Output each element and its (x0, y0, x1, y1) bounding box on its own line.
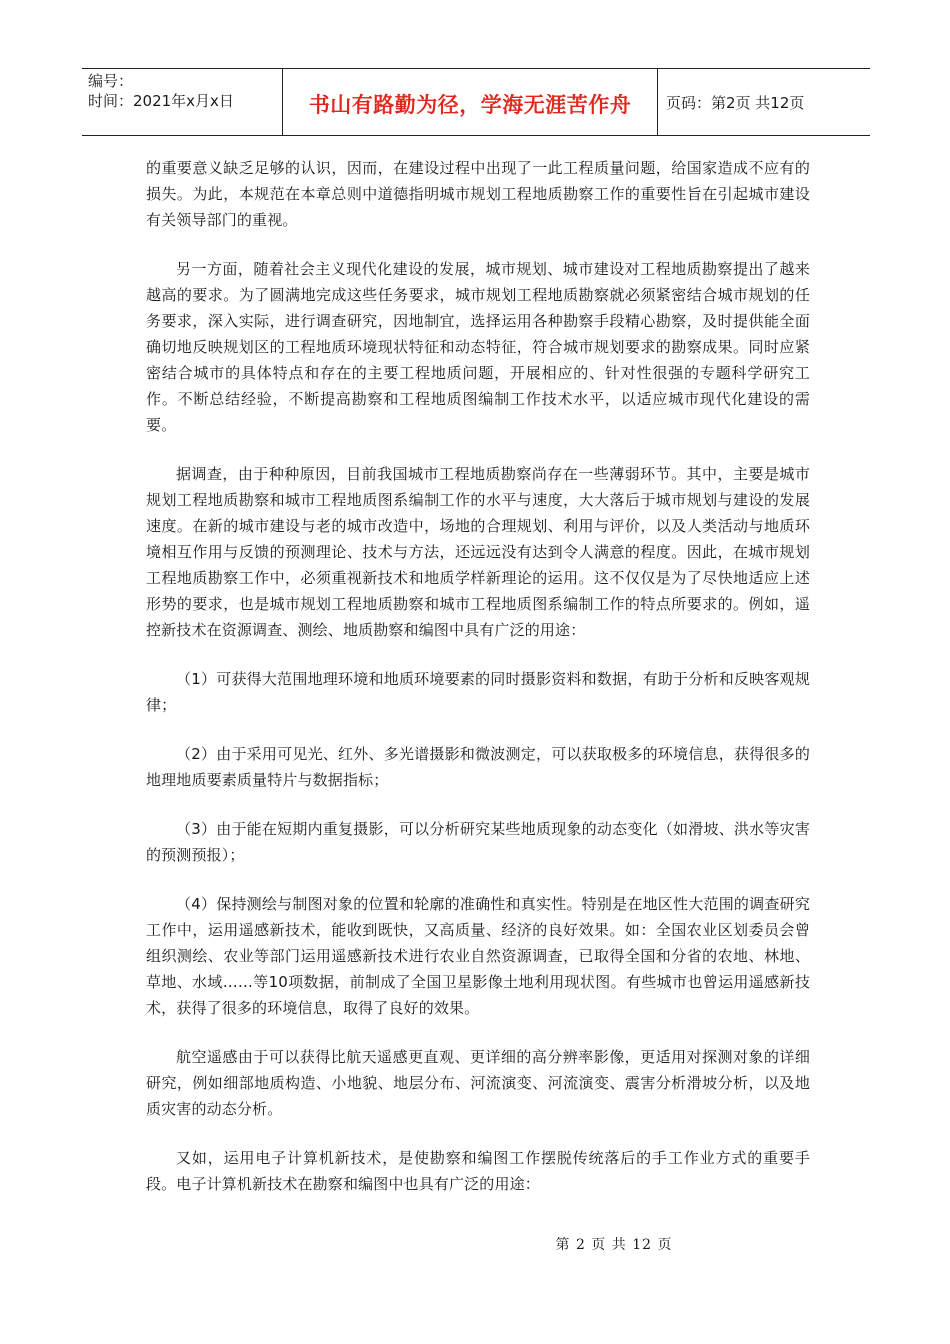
list-item-paragraph: （4）保持测绘与制图对象的位置和轮廓的准确性和真实性。特别是在地区性大范围的调查研究工作中，运用遥感新技术，能收到既快，又高质量、经济的良好效果。如：全国农业区划委员会曾组织测绘、农业等部门运用遥感新技术进行农业自然资源调查，已取得全国和分省的农地、林地、草地、水域……等10项数据，前制成了全国卫星影像土地利用现状图。有些城市也曾运用遥感新技术，获得了很多的环境信息，取得了良好的效果。 (146, 895, 810, 1017)
header-page-cell (658, 69, 870, 135)
page-number-label: 页码：第2页 共12页 (666, 93, 805, 112)
motto-text: 书山有路勤为径，学海无涯苦作舟 (308, 93, 632, 117)
footer-page-number: 第 2 页 共 12 页 (555, 1237, 673, 1253)
date-label: 时间：2021年x月x日 (88, 92, 234, 110)
paragraph: 另一方面，随着社会主义现代化建设的发展，城市规划、城市建设对工程地质勘察提出了越来越高的要求。为了圆满地完成这些任务要求，城市规划工程地质勘察就必须紧密结合城市规划的任务要求，深入实际，进行调查研究，因地制宜，选择运用各种勘察手段精心勘察，及时提供能全面确切地反映规划区的工程地质环境现状特征和动态特征，符合城市规划要求的勘察成果。同时应紧密结合城市的具体特点和存在的主要工程地质问题，开展相应的、针对性很强的专题科学研究工作。不断总结经验，不断提高勘察和工程地质图编制工作技术水平，以适应城市现代化建设的需要。 (146, 260, 810, 434)
serial-number-label: 编号： (88, 72, 134, 90)
list-item-paragraph: （3）由于能在短期内重复摄影，可以分析研究某些地质现象的动态变化（如滑坡、洪水等灾害的预测预报）； (146, 820, 810, 864)
document-body (146, 155, 810, 1220)
page-footer (0, 1234, 950, 1254)
paragraph: 据调查，由于种种原因，目前我国城市工程地质勘察尚存在一些薄弱环节。其中，主要是城市规划工程地质勘察和城市工程地质图系编制工作的水平与速度，大大落后于城市规划与建设的发展速度。在新的城市建设与老的城市改造中，场地的合理规划、利用与评价，以及人类活动与地质环境相互作用与反馈的预测理论、技术与方法，还远远没有达到令人满意的程度。因此，在城市规划工程地质勘察工作中，必须重视新技术和地质学样新理论的运用。这不仅仅是为了尽快地适应上述形势的要求，也是城市规划工程地质勘察和城市工程地质图系编制工作的特点所要求的。例如，遥控新技术在资源调查、测绘、地质勘察和编图中具有广泛的用途： (146, 465, 810, 639)
list-item-paragraph: （2）由于采用可见光、红外、多光谱摄影和微波测定，可以获取极多的环境信息，获得很多的地理地质要素质量特片与数据指标； (146, 745, 810, 789)
paragraph: 航空遥感由于可以获得比航天遥感更直观、更详细的高分辨率影像，更适用对探测对象的详细研究，例如细部地质构造、小地貌、地层分布、河流演变、河流演变、震害分析滑坡分析，以及地质灾害的动态分析。 (146, 1048, 810, 1118)
list-item-paragraph: （1）可获得大范围地理环境和地质环境要素的同时摄影资料和数据，有助于分析和反映客观规律； (146, 670, 810, 714)
paragraph: 又如，运用电子计算机新技术，是使勘察和编图工作摆脱传统落后的手工作业方式的重要手段。电子计算机新技术在勘察和编图中也具有广泛的用途： (146, 1149, 810, 1193)
document-header (82, 68, 870, 136)
header-meta-cell (82, 69, 282, 135)
header-motto-cell (282, 69, 658, 135)
paragraph: 的重要意义缺乏足够的认识，因而，在建设过程中出现了一此工程质量问题，给国家造成不应有的损失。为此，本规范在本章总则中道德指明城市规划工程地质勘察工作的重要性旨在引起城市建设有关领导部门的重视。 (146, 159, 810, 229)
